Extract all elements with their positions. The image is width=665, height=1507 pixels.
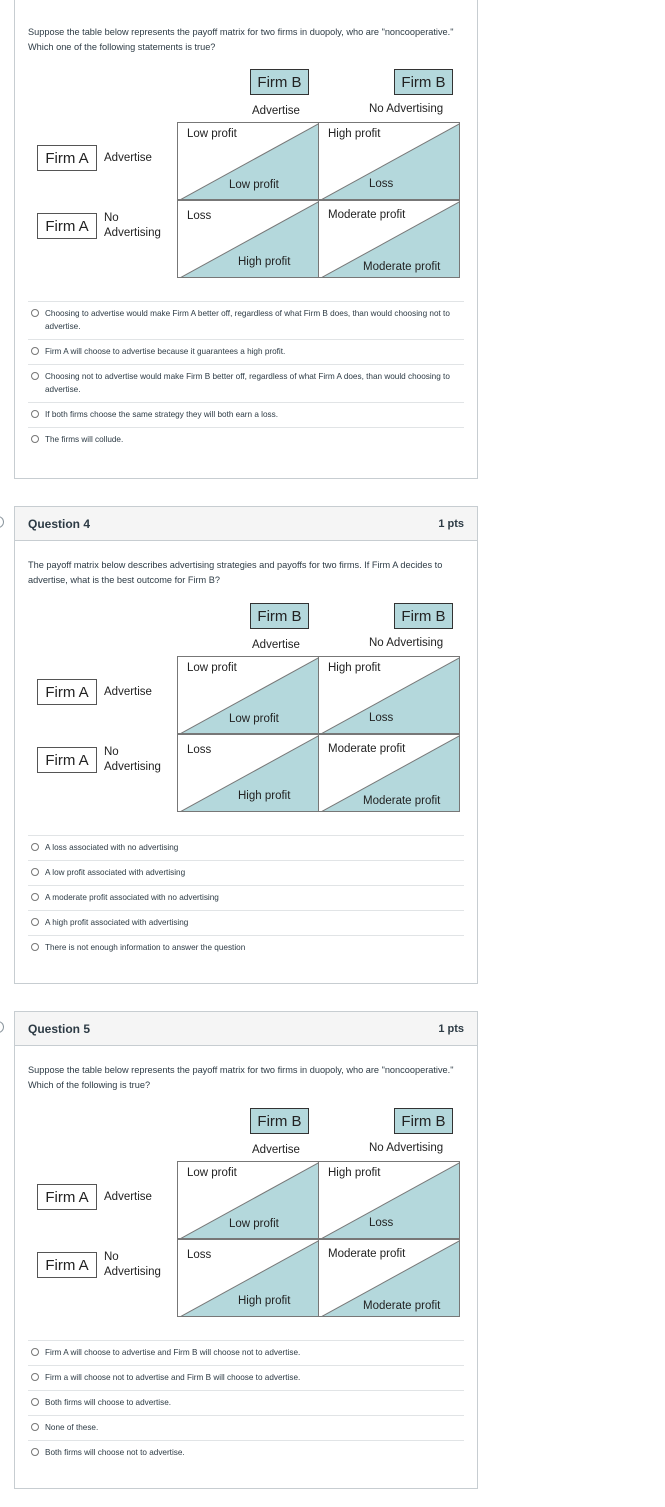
row-label-advertise: Advertise [104, 686, 152, 698]
answer-options [28, 301, 464, 452]
firm-b-payoff: Moderate profit [363, 795, 441, 807]
answer-option[interactable]: Firm A will choose to advertise because it guarantees a high profit. [28, 339, 464, 364]
payoff-cell-no-advertising-no-advertising [318, 200, 460, 278]
row-label-no-advertising: No Advertising [104, 212, 161, 239]
firm-a-payoff: Loss [187, 744, 212, 756]
firm-a-label: Firm A [37, 1252, 97, 1278]
payoff-cell-no-advertising-no-advertising [318, 734, 460, 812]
payoff-cell-advertise-no-advertising [318, 122, 460, 200]
col-label-no-advertising: No Advertising [369, 103, 444, 115]
payoff-matrix [28, 603, 468, 828]
firm-b-payoff: Loss [369, 178, 394, 190]
firm-b-payoff: Moderate profit [363, 261, 441, 273]
payoff-cell-advertise-advertise [177, 656, 319, 734]
firm-a-payoff: Moderate profit [328, 743, 406, 755]
answer-option[interactable]: The firms will collude. [28, 427, 464, 452]
radio-button[interactable] [31, 1423, 39, 1431]
firm-b-label: Firm B [250, 1108, 309, 1134]
col-label-no-advertising: No Advertising [369, 1142, 444, 1154]
payoff-cell-no-advertising-no-advertising [318, 1239, 460, 1317]
question-title: Question 5 [28, 1021, 91, 1036]
firm-a-payoff: High profit [328, 662, 381, 674]
firm-b-payoff: Loss [369, 712, 394, 724]
answer-option[interactable]: Firm A will choose to advertise and Firm B will choose not to advertise. [28, 1340, 464, 1365]
answer-option[interactable]: Both firms will choose to advertise. [28, 1390, 464, 1415]
radio-button[interactable] [31, 1348, 39, 1356]
firm-b-payoff: High profit [238, 256, 291, 268]
radio-button[interactable] [31, 372, 39, 380]
row-label-no-advertising: No Advertising [104, 746, 161, 773]
firm-a-payoff: Low profit [187, 128, 237, 140]
answer-option[interactable]: A low profit associated with advertising [28, 860, 464, 885]
question-title: Question 4 [28, 516, 91, 531]
answer-option[interactable]: A loss associated with no advertising [28, 835, 464, 860]
answer-option[interactable]: None of these. [28, 1415, 464, 1440]
question-5-card [14, 1011, 478, 1489]
answer-option[interactable]: There is not enough information to answer the question [28, 935, 464, 960]
question-flag-marker[interactable] [0, 516, 4, 528]
firm-b-payoff: Low profit [229, 1218, 279, 1230]
question-prompt: Suppose the table below represents the payoff matrix for two firms in duopoly, who are "noncooperative." Which of the following is true? [28, 1065, 454, 1090]
payoff-cell-advertise-no-advertising [318, 1161, 460, 1239]
answer-option[interactable]: A high profit associated with advertising [28, 910, 464, 935]
firm-b-payoff: Loss [369, 1217, 394, 1229]
answer-option[interactable]: Firm a will choose not to advertise and Firm B will choose to advertise. [28, 1365, 464, 1390]
row-label-advertise: Advertise [104, 1191, 152, 1203]
question-header [15, 507, 477, 541]
firm-a-payoff: Moderate profit [328, 209, 406, 221]
firm-a-label: Firm A [37, 679, 97, 705]
question-prompt: The payoff matrix below describes advertising strategies and payoffs for two firms. If Firm A decides to advertise, what is the best outcome for Firm B? [28, 560, 443, 585]
payoff-matrix [28, 1108, 468, 1333]
radio-button[interactable] [31, 893, 39, 901]
radio-button[interactable] [31, 309, 39, 317]
payoff-matrix [28, 69, 468, 294]
firm-b-payoff: High profit [238, 1295, 291, 1307]
firm-b-payoff: Moderate profit [363, 1300, 441, 1312]
radio-button[interactable] [31, 1448, 39, 1456]
firm-a-payoff: Low profit [187, 662, 237, 674]
payoff-cell-no-advertising-advertise [177, 200, 319, 278]
answer-option[interactable]: Choosing not to advertise would make Firm B better off, regardless of what Firm A does, than would choosing to advertise. [28, 364, 464, 402]
payoff-cell-no-advertising-advertise [177, 1239, 319, 1317]
row-label-advertise: Advertise [104, 152, 152, 164]
radio-button[interactable] [31, 347, 39, 355]
question-4-card [14, 506, 478, 984]
firm-b-label: Firm B [394, 1108, 453, 1134]
answer-option[interactable]: Choosing to advertise would make Firm A better off, regardless of what Firm B does, than would choosing not to advertise. [28, 301, 464, 339]
firm-a-label: Firm A [37, 145, 97, 171]
firm-b-label: Firm B [394, 69, 453, 95]
col-label-advertise: Advertise [252, 639, 300, 651]
payoff-cell-advertise-advertise [177, 122, 319, 200]
payoff-cell-advertise-no-advertising [318, 656, 460, 734]
radio-button[interactable] [31, 410, 39, 418]
col-label-advertise: Advertise [252, 1144, 300, 1156]
question-flag-marker[interactable] [0, 1021, 4, 1033]
answer-option[interactable]: Both firms will choose not to advertise. [28, 1440, 464, 1465]
firm-a-payoff: Low profit [187, 1167, 237, 1179]
firm-b-label: Firm B [250, 603, 309, 629]
answer-option[interactable]: If both firms choose the same strategy they will both earn a loss. [28, 402, 464, 427]
payoff-cell-no-advertising-advertise [177, 734, 319, 812]
row-label-no-advertising: No Advertising [104, 1251, 161, 1278]
payoff-cell-advertise-advertise [177, 1161, 319, 1239]
radio-button[interactable] [31, 943, 39, 951]
radio-button[interactable] [31, 435, 39, 443]
question-prompt: Suppose the table below represents the payoff matrix for two firms in duopoly, who are "noncooperative." Which one of the following statements is true? [28, 27, 454, 52]
radio-button[interactable] [31, 1373, 39, 1381]
firm-a-label: Firm A [37, 747, 97, 773]
firm-b-label: Firm B [394, 603, 453, 629]
firm-b-payoff: Low profit [229, 179, 279, 191]
firm-a-payoff: High profit [328, 1167, 381, 1179]
firm-a-payoff: High profit [328, 128, 381, 140]
answer-option[interactable]: A moderate profit associated with no advertising [28, 885, 464, 910]
answer-options [28, 1340, 464, 1465]
question-points: 1 pts [438, 1022, 464, 1035]
radio-button[interactable] [31, 918, 39, 926]
firm-a-payoff: Loss [187, 1249, 212, 1261]
radio-button[interactable] [31, 868, 39, 876]
firm-a-payoff: Moderate profit [328, 1248, 406, 1260]
firm-a-label: Firm A [37, 1184, 97, 1210]
question-header [15, 1012, 477, 1046]
question-points: 1 pts [438, 517, 464, 530]
firm-a-payoff: Loss [187, 210, 212, 222]
col-label-advertise: Advertise [252, 105, 300, 117]
firm-a-label: Firm A [37, 213, 97, 239]
answer-options [28, 835, 464, 960]
firm-b-label: Firm B [250, 69, 309, 95]
firm-b-payoff: Low profit [229, 713, 279, 725]
firm-b-payoff: High profit [238, 790, 291, 802]
radio-button[interactable] [31, 843, 39, 851]
radio-button[interactable] [31, 1398, 39, 1406]
question-3-card [14, 0, 478, 479]
col-label-no-advertising: No Advertising [369, 637, 444, 649]
